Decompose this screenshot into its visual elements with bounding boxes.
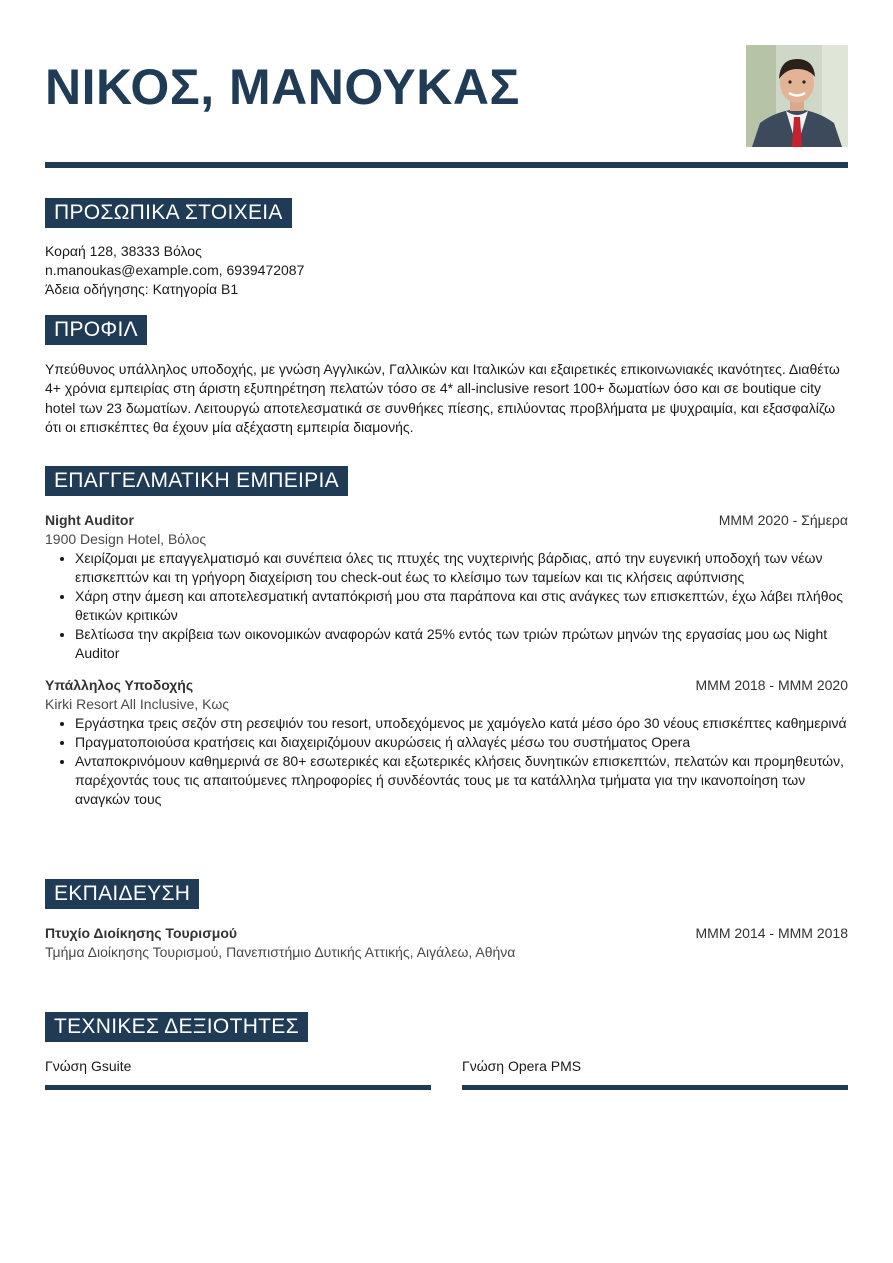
skill-name: Γνώση Gsuite [45,1058,132,1074]
job-bullets [45,549,848,663]
contact-line: n.manoukas@example.com, 6939472087 [45,262,305,278]
experience-section [45,466,848,809]
job-title: Night Auditor [45,512,134,528]
job-entry [45,676,848,809]
license-line: Άδεια οδήγησης: Κατηγορία Β1 [45,281,239,297]
profile-section [45,315,848,437]
experience-section-title: ΕΠΑΓΓΕΛΜΑΤΙΚΗ ΕΜΠΕΙΡΙΑ [45,466,348,496]
address-line: Κοραή 128, 38333 Βόλος [45,243,202,259]
list-item: • Εργάστηκα τρεις σεζόν στη ρεσεψιόν του resort, υποδεχόμενος με χαμόγελο κατά μέσο όρο 30 νέους επισκέπτες καθημερινά [75,714,848,733]
education-entry [45,924,848,962]
list-item: • Πραγματοποιούσα κρατήσεις και διαχειριζόμουν ακυρώσεις ή αλλαγές μέσω του συστήματος Opera [75,733,848,752]
job-organization: 1900 Design Hotel, Βόλος [45,531,207,547]
job-dates: MMM 2018 - MMM 2020 [695,677,848,693]
skill-item [462,1057,848,1090]
portrait-image [746,45,848,147]
job-entry [45,511,848,663]
resume-page [45,0,848,1074]
education-section-title: ΕΚΠΑΙΔΕΥΣΗ [45,879,199,909]
list-item: • Χάρη στην άμεση και αποτελεσματική ανταπόκρισή μου στα παράπονα και στις ανάγκες των επισκεπτών, έχω λάβει πλήθος θετικών κριτικών [75,587,848,625]
personal-section-title: ΠΡΟΣΩΠΙΚΑ ΣΤΟΙΧΕΙΑ [45,198,292,228]
skill-name: Γνώση Opera PMS [462,1058,582,1074]
job-dates: MMM 2020 - Σήμερα [718,512,848,528]
school-name: Τμήμα Διοίκησης Τουρισμού, Πανεπιστήμιο Δυτικής Αττικής, Αιγάλεω, Αθήνα [45,944,516,960]
education-dates: MMM 2014 - MMM 2018 [695,925,848,941]
education-section [45,879,848,962]
skill-level-bar [462,1085,848,1090]
degree-title: Πτυχίο Διοίκησης Τουρισμού [45,925,238,941]
list-item: • Βελτίωσα την ακρίβεια των οικονομικών αναφορών κατά 25% εντός των τριών πρώτων μηνών της εργασίας μου ως Night Auditor [75,625,848,663]
header-divider [45,162,848,168]
skill-level-bar [45,1085,431,1090]
skills-section [45,1012,848,1090]
skill-item [45,1057,431,1090]
resume-header [45,0,848,168]
job-bullets [45,714,848,809]
profile-photo [746,45,848,147]
list-item: • Χειρίζομαι με επαγγελματισμό και συνέπεια όλες τις πτυχές της νυχτερινής βάρδιας, από την ευγενική υποδοχή των νέων επισκεπτών και τη γρήγορη διαχείριση του check-out έως το κλείσιμο των ταμείων και τις κλήσεις αφύπνισης [75,549,848,587]
profile-text: Υπεύθυνος υπάλληλος υποδοχής, με γνώση Αγγλικών, Γαλλικών και Ιταλικών και εξαιρετικές επικοινωνιακές ικανότητες. Διαθέτω 4+ χρόνια εμπειρίας στη άριστη εξυπηρέτηση πελατών τόσο σε 4* all-inclusive resort 100+ δωματίων όσο και σε boutique city hotel των 23 δωματίων. Λειτουργώ αποτελεσματικά σε συνθήκες πίεσης, επιλύοντας προβλήματα με ψυχραιμία, και εξασφαλίζω ότι οι επισκέπτες θα έχουν μία αξέχαστη εμπειρία διαμονής. [45,361,840,435]
skills-section-title: ΤΕΧΝΙΚΕΣ ΔΕΞΙΟΤΗΤΕΣ [45,1012,308,1042]
list-item: • Ανταποκρινόμουν καθημερινά σε 80+ εσωτερικές και εξωτερικές κλήσεις δυνητικών επισκεπτών, πελατών και προμηθευτών, παρέχοντάς τους τις απαιτούμενες πληροφορίες ή συνδέοντάς τους με τα κατάλληλα τμήματα για την ικανοποίηση των αναγκών τους [75,752,848,809]
job-title: Υπάλληλος Υποδοχής [45,677,194,693]
candidate-name: ΝΙΚΟΣ, ΜΑΝΟΥΚΑΣ [45,59,520,115]
profile-section-title: ΠΡΟΦΙΛ [45,315,147,345]
job-organization: Kirki Resort All Inclusive, Κως [45,696,230,712]
personal-section [45,198,848,299]
